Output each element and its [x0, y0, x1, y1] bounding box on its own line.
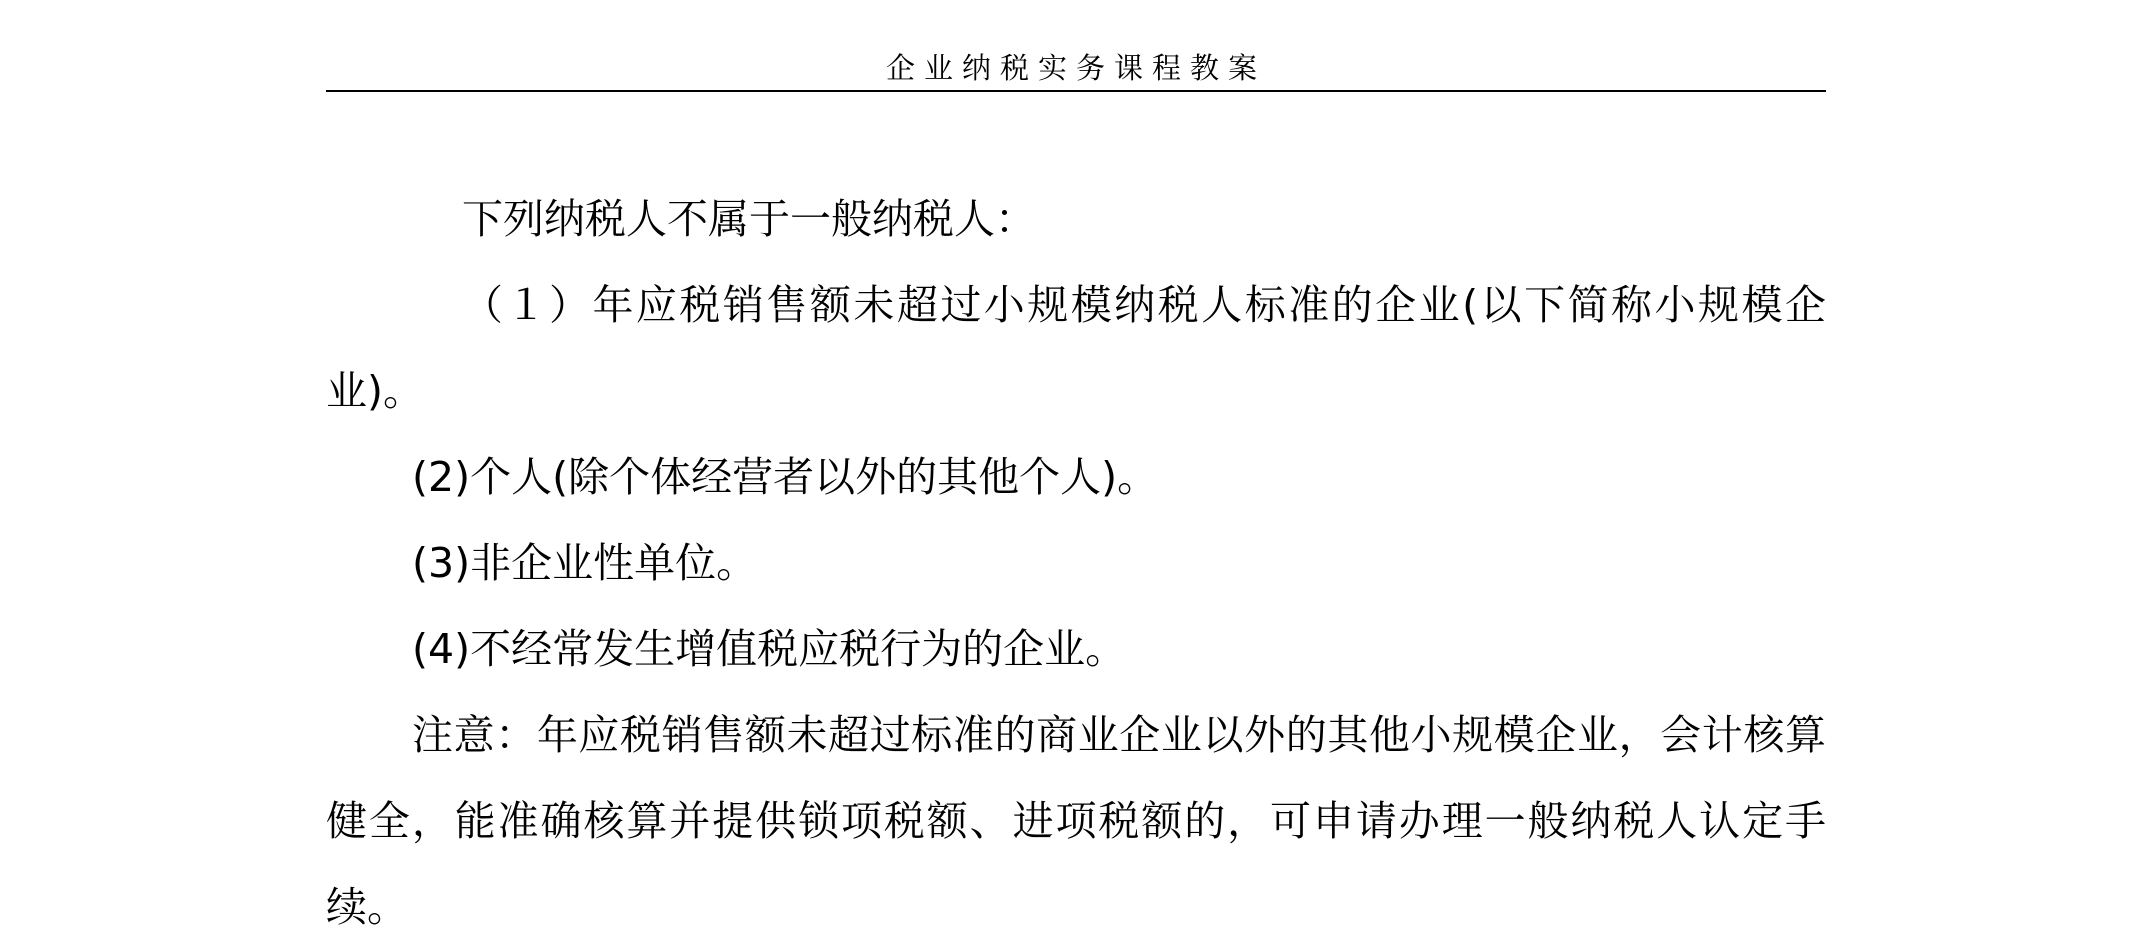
- page-header-title: 企业纳税实务课程教案: [885, 51, 1266, 85]
- paragraph-item-2: (2)个人(除个体经营者以外的其他个人)。: [412, 453, 1159, 501]
- paragraph-note: 注意：年应税销售额未超过标准的商业企业以外的其他小规模企业，会计核算健全，能准确核算并提供锁项税额、进项税额的，可申请办理一般纳税人认定手续。: [326, 711, 1826, 931]
- paragraph-intro: 下列纳税人不属于一般纳税人：: [462, 195, 1036, 243]
- paragraph-item-3: (3)非企业性单位。: [412, 539, 758, 587]
- document-body: [326, 176, 1826, 950]
- header-divider: [326, 90, 1826, 92]
- paragraph-item-1: （１）年应税销售额未超过小规模纳税人标准的企业(以下简称小规模企业)。: [326, 281, 1826, 415]
- paragraph-item-4: (4)不经常发生增值税应税行为的企业。: [412, 625, 1127, 673]
